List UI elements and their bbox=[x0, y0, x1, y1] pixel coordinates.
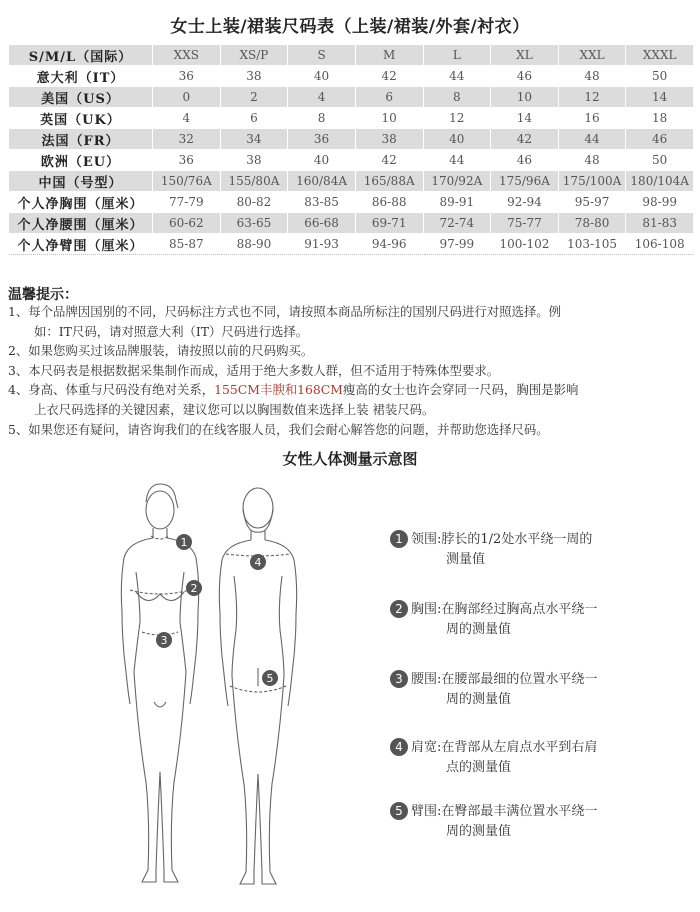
table-cell: 85-87 bbox=[153, 234, 221, 255]
tip-item: 3、本尺码表是根据数据采集制作而成，适用于绝大多数人群，但不适用于特殊体型要求。 bbox=[8, 362, 500, 378]
row-label: 英国（UK） bbox=[9, 108, 153, 129]
table-cell: 46 bbox=[491, 66, 559, 87]
tip-item: 2、如果您购买过该品牌服装，请按照以前的尺码购买。 bbox=[8, 343, 314, 359]
table-cell: 170/92A bbox=[423, 171, 491, 192]
table-cell: 10 bbox=[491, 87, 559, 108]
table-cell: 60-62 bbox=[153, 213, 221, 234]
table-cell: S bbox=[288, 45, 356, 66]
table-cell: 92-94 bbox=[491, 192, 559, 213]
tip-item: 4、身高、体重与尺码没有绝对关系，155CM丰腴和168CM瘦高的女士也许会穿同一尺码，胸围是影响 上衣尺码选择的关键因素，建议您可以以胸围数值来选择上装 裙装尺码。 bbox=[8, 382, 579, 417]
table-cell: 16 bbox=[558, 108, 626, 129]
table-cell: 4 bbox=[288, 87, 356, 108]
row-label: 意大利（IT） bbox=[9, 66, 153, 87]
legend-item-chest: 2 胸围:在胸部经过胸高点水平绕一 周的测量值 bbox=[390, 600, 690, 640]
table-cell: 72-74 bbox=[423, 213, 491, 234]
row-label: 美国（US） bbox=[9, 87, 153, 108]
table-cell: 12 bbox=[423, 108, 491, 129]
legend-item-waist: 3 腰围:在腰部最细的位置水平绕一 周的测量值 bbox=[390, 670, 690, 710]
table-cell: 42 bbox=[355, 66, 423, 87]
table-cell: 14 bbox=[491, 108, 559, 129]
table-row bbox=[9, 129, 694, 150]
table-row bbox=[9, 192, 694, 213]
table-cell: 75-77 bbox=[491, 213, 559, 234]
table-cell: 40 bbox=[423, 129, 491, 150]
table-row bbox=[9, 87, 694, 108]
table-cell: 89-91 bbox=[423, 192, 491, 213]
table-cell: 94-96 bbox=[355, 234, 423, 255]
table-cell: L bbox=[423, 45, 491, 66]
table-cell: 42 bbox=[355, 150, 423, 171]
table-cell: 98-99 bbox=[626, 192, 694, 213]
table-cell: 34 bbox=[220, 129, 288, 150]
highlight-text: 155CM丰腴和168CM bbox=[214, 382, 343, 398]
number-badge: 3 bbox=[390, 670, 408, 688]
tips-list bbox=[8, 302, 694, 439]
table-cell: 175/96A bbox=[491, 171, 559, 192]
table-cell: 95-97 bbox=[558, 192, 626, 213]
table-cell: 50 bbox=[626, 66, 694, 87]
row-label: 中国（号型） bbox=[9, 171, 153, 192]
row-label: 个人净臂围（厘米） bbox=[9, 234, 153, 255]
table-row bbox=[9, 108, 694, 129]
table-cell: 63-65 bbox=[220, 213, 288, 234]
table-cell: 6 bbox=[355, 87, 423, 108]
table-cell: 100-102 bbox=[491, 234, 559, 255]
table-cell: 44 bbox=[558, 129, 626, 150]
number-badge: 5 bbox=[390, 802, 408, 820]
row-label: S/M/L（国际） bbox=[9, 45, 153, 66]
table-row bbox=[9, 150, 694, 171]
table-cell: 12 bbox=[558, 87, 626, 108]
table-cell: 46 bbox=[626, 129, 694, 150]
legend-item-hip: 5 臂围:在臀部最丰满位置水平绕一 周的测量值 bbox=[390, 802, 690, 842]
svg-text:2: 2 bbox=[190, 582, 198, 595]
table-cell: 36 bbox=[153, 66, 221, 87]
table-cell: 81-83 bbox=[626, 213, 694, 234]
row-label: 个人净胸围（厘米） bbox=[9, 192, 153, 213]
table-cell: 14 bbox=[626, 87, 694, 108]
table-cell: 6 bbox=[220, 108, 288, 129]
table-cell: 40 bbox=[288, 150, 356, 171]
table-cell: 106-108 bbox=[626, 234, 694, 255]
table-cell: 77-79 bbox=[153, 192, 221, 213]
table-cell: 80-82 bbox=[220, 192, 288, 213]
hip-measure-line bbox=[230, 686, 286, 692]
table-cell: 48 bbox=[558, 66, 626, 87]
table-cell: 4 bbox=[153, 108, 221, 129]
table-cell: 165/88A bbox=[355, 171, 423, 192]
table-cell: 160/84A bbox=[288, 171, 356, 192]
tip-item: 5、如果您还有疑问，请咨询我们的在线客服人员，我们会耐心解答您的问题，并帮助您选择尺码。 bbox=[8, 421, 549, 437]
marker-4 bbox=[250, 554, 266, 570]
svg-text:3: 3 bbox=[160, 634, 168, 647]
marker-1 bbox=[176, 534, 192, 550]
table-cell: 40 bbox=[288, 66, 356, 87]
table-cell: 46 bbox=[491, 150, 559, 171]
table-row bbox=[9, 234, 694, 255]
table-cell: 97-99 bbox=[423, 234, 491, 255]
table-cell: 180/104A bbox=[626, 171, 694, 192]
table-cell: 175/100A bbox=[558, 171, 626, 192]
table-cell: M bbox=[355, 45, 423, 66]
table-cell: XXXL bbox=[626, 45, 694, 66]
table-cell: 66-68 bbox=[288, 213, 356, 234]
marker-5 bbox=[262, 670, 278, 686]
size-chart-table bbox=[8, 44, 694, 255]
table-header-row bbox=[9, 45, 694, 66]
row-label: 法国（FR） bbox=[9, 129, 153, 150]
svg-text:1: 1 bbox=[180, 536, 188, 549]
row-label: 欧洲（EU） bbox=[9, 150, 153, 171]
row-label: 个人净腰围（厘米） bbox=[9, 213, 153, 234]
number-badge: 2 bbox=[390, 600, 408, 618]
table-cell: 32 bbox=[153, 129, 221, 150]
table-cell: 150/76A bbox=[153, 171, 221, 192]
table-row bbox=[9, 66, 694, 87]
number-badge: 1 bbox=[390, 530, 408, 548]
page-title: 女士上装/裙装尺码表（上装/裙装/外套/衬衣） bbox=[170, 17, 530, 37]
table-cell: 88-90 bbox=[220, 234, 288, 255]
table-cell: XXS bbox=[153, 45, 221, 66]
table-cell: 8 bbox=[423, 87, 491, 108]
table-cell: 8 bbox=[288, 108, 356, 129]
legend-item-neck: 1 领围:脖长的1/2处水平绕一周的 测量值 bbox=[390, 530, 690, 570]
table-cell: 38 bbox=[220, 150, 288, 171]
table-cell: XL bbox=[491, 45, 559, 66]
tip-item: 1、每个品牌因国别的不同，尺码标注方式也不同，请按照本商品所标注的国别尺码进行对照选择。例 如：IT尺码，请对照意大利（IT）尺码进行选择。 bbox=[8, 304, 562, 339]
table-cell: 36 bbox=[288, 129, 356, 150]
table-cell: XS/P bbox=[220, 45, 288, 66]
table-cell: 48 bbox=[558, 150, 626, 171]
table-cell: 10 bbox=[355, 108, 423, 129]
table-cell: 38 bbox=[355, 129, 423, 150]
table-cell: 86-88 bbox=[355, 192, 423, 213]
table-cell: 18 bbox=[626, 108, 694, 129]
table-cell: 0 bbox=[153, 87, 221, 108]
table-cell: XXL bbox=[558, 45, 626, 66]
marker-3 bbox=[156, 632, 172, 648]
figure-title: 女性人体测量示意图 bbox=[282, 450, 418, 468]
table-cell: 42 bbox=[491, 129, 559, 150]
table-cell: 83-85 bbox=[288, 192, 356, 213]
tips-title: 温馨提示： bbox=[8, 287, 78, 303]
number-badge: 4 bbox=[390, 738, 408, 756]
table-row bbox=[9, 171, 694, 192]
body-measurement-figure bbox=[100, 472, 330, 908]
marker-2 bbox=[186, 580, 202, 596]
table-cell: 36 bbox=[153, 150, 221, 171]
neck-measure-line bbox=[151, 536, 169, 539]
table-cell: 69-71 bbox=[355, 213, 423, 234]
table-cell: 50 bbox=[626, 150, 694, 171]
table-cell: 103-105 bbox=[558, 234, 626, 255]
svg-text:5: 5 bbox=[266, 672, 274, 685]
table-cell: 2 bbox=[220, 87, 288, 108]
table-cell: 44 bbox=[423, 66, 491, 87]
table-row bbox=[9, 213, 694, 234]
table-cell: 38 bbox=[220, 66, 288, 87]
svg-text:4: 4 bbox=[254, 556, 262, 569]
table-cell: 44 bbox=[423, 150, 491, 171]
table-cell: 78-80 bbox=[558, 213, 626, 234]
table-cell: 155/80A bbox=[220, 171, 288, 192]
legend-item-shoulder: 4 肩宽:在背部从左肩点水平到右肩 点的测量值 bbox=[390, 738, 690, 778]
table-cell: 91-93 bbox=[288, 234, 356, 255]
